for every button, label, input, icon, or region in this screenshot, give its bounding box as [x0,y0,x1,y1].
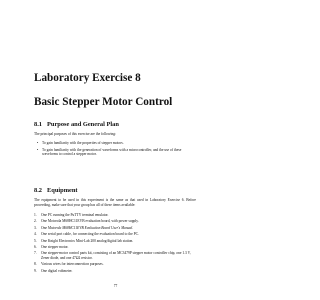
list-item-number: 5. [34,238,37,243]
list-item-number: 9. [34,268,37,273]
list-item [34,245,196,250]
list-item-number: 3. [34,225,37,230]
list-item [37,141,195,146]
section-title: Purpose and General Plan [47,121,119,128]
list-item-text: One Knight Electronics Mini-Lab 200 analog/digital lab station. [41,238,134,243]
section-heading-equipment [34,187,78,194]
equipment-list [34,213,196,275]
section-number: 8.2 [34,187,42,194]
list-item [34,239,196,244]
list-item-text: One Motorola M68HC11EVB evaluation board, with power supply. [41,219,139,224]
list-item [37,148,195,157]
list-item-number: 4. [34,232,37,237]
list-item [34,213,196,218]
list-item-text: One [41,225,48,230]
list-item-text: One stepper motor. [41,244,69,249]
list-item-text: One stepper-motor control parts kit, consisting of an MC3479P stepper motor controller chip, one 1.3 V, Zener diode, and one 47Ω2 resistor. [41,251,191,260]
chapter-heading: Laboratory Exercise 8 [34,72,141,84]
list-item-text: To gain familiarity with the properties of stepper motors. [42,141,124,145]
bullet-list [37,141,195,159]
list-item [34,226,196,231]
list-item [34,251,196,260]
list-item-text: One PC running the PuTTY terminal emulator. [41,213,109,217]
list-item-text: Various wires for interconnection purposes. [41,262,104,267]
list-item [34,269,196,274]
page-title: Basic Stepper Motor Control [34,96,173,108]
section-number: 8.1 [34,121,42,128]
page-number: 77 [113,284,118,288]
section-heading-purpose [34,121,119,128]
list-item-italic-text: Motorola M68HC11EVB Evaluation Board User's Manual. [47,225,134,230]
bullet-icon: • [37,147,39,152]
list-item-number: 7. [34,251,37,256]
list-item [34,232,196,237]
section-intro-paragraph: The equipment to be used in this experiment is the same as that used in Laboratory Exercise 6. Before proceeding, make sure that your group has all of these items available: [34,198,196,207]
list-item [34,262,196,267]
list-item-text: One serial port cable, for connecting the evaluation board to the PC. [41,232,139,237]
section-intro-paragraph: The principal purposes of this exercise are the following: [34,132,117,136]
list-item-text: To gain familiarity with the generation of waveforms with a microcontroller, and the use of these waveforms to control a stepper motor. [42,147,182,157]
list-item-number: 8. [34,262,37,267]
list-item-number: 1. [34,213,37,217]
list-item-number: 2. [34,219,37,224]
list-item [34,219,196,224]
list-item-text: One digital voltmeter. [41,268,73,273]
section-title: Equipment [47,187,78,194]
bullet-icon: • [37,141,39,145]
list-item-number: 6. [34,244,37,249]
